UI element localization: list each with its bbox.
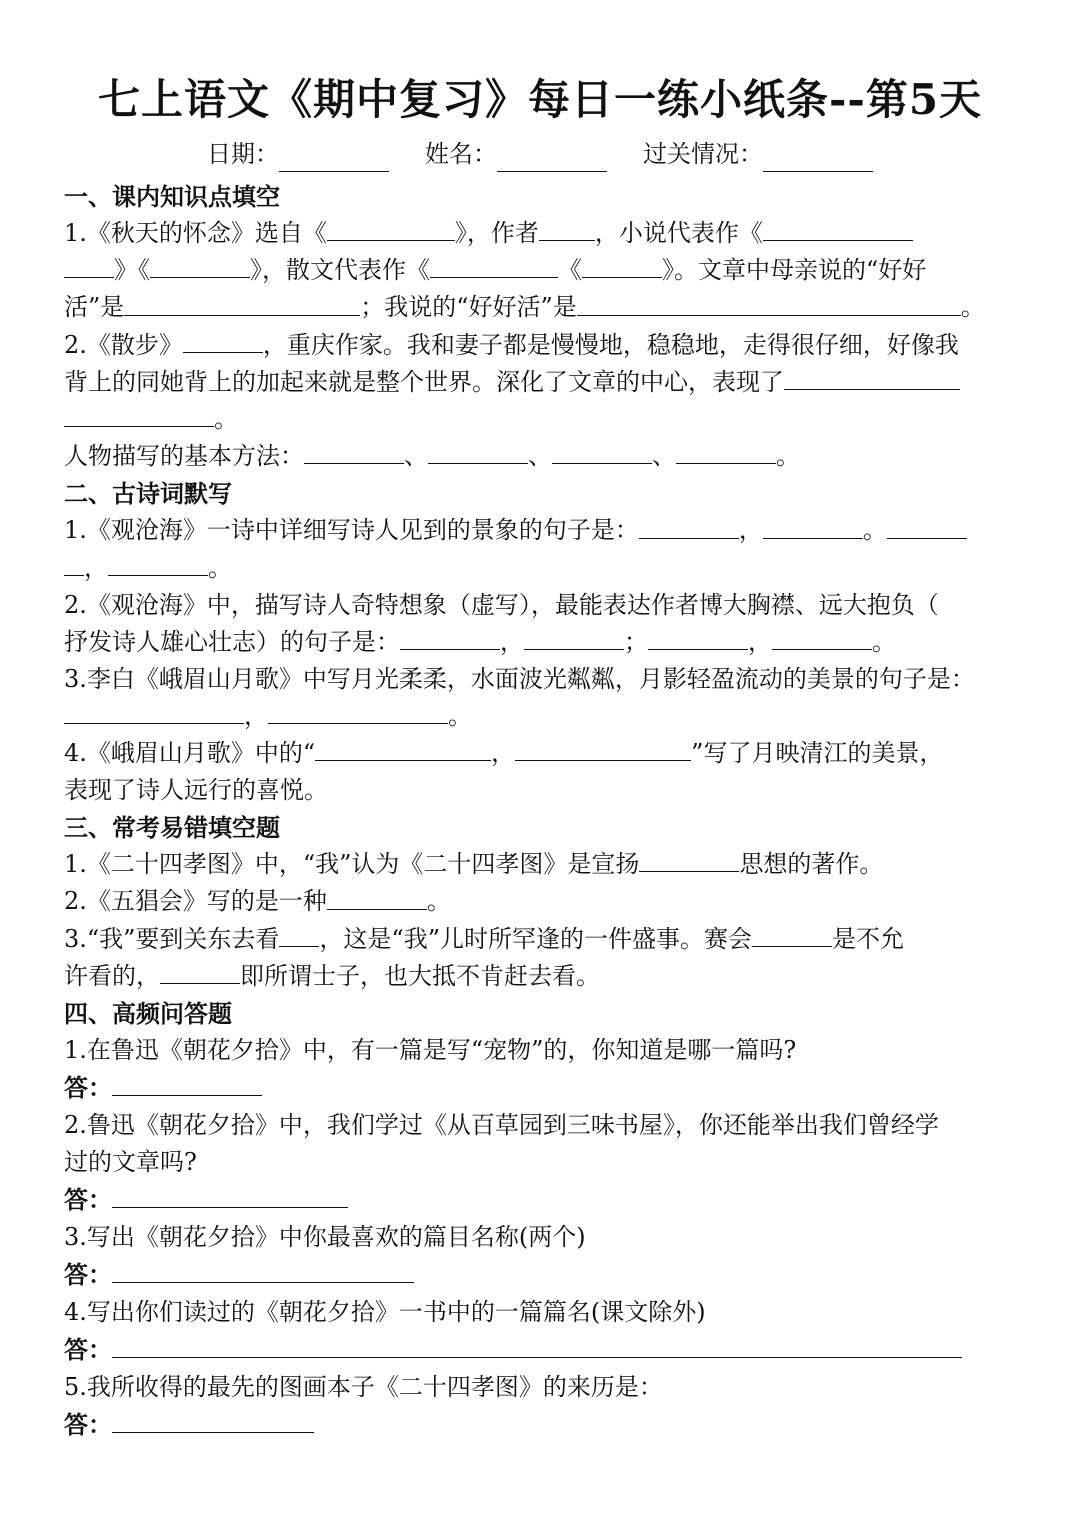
text: ， — [500, 627, 524, 656]
s1-line-4 — [64, 327, 1016, 364]
fill-blank[interactable] — [582, 252, 662, 278]
date-label: 日期： — [207, 140, 279, 168]
fill-blank[interactable] — [400, 624, 500, 650]
date-field — [207, 136, 389, 172]
answer-blank[interactable] — [112, 1407, 314, 1433]
fill-blank[interactable] — [887, 512, 967, 538]
text: 》。文章中母亲说的“好好 — [662, 256, 927, 285]
student-info-row — [64, 136, 1016, 172]
fill-blank[interactable] — [772, 624, 872, 650]
text: 思想的著作。 — [739, 850, 884, 879]
fill-blank[interactable] — [268, 698, 448, 724]
s1-line-2 — [64, 252, 1016, 289]
s2-line-7 — [64, 735, 1016, 772]
text: 2.《散步》 — [64, 330, 183, 359]
fill-blank[interactable] — [524, 624, 624, 650]
answer-label: 答： — [64, 1335, 112, 1364]
text: 》《 — [114, 256, 150, 285]
s2-line-1 — [64, 512, 1016, 549]
fill-blank[interactable] — [428, 438, 528, 464]
text: ，这是“我”儿时所罕逢的一件盛事。赛会 — [319, 924, 752, 953]
s1-line-3 — [64, 289, 1016, 326]
fill-blank[interactable] — [639, 846, 739, 872]
fill-blank[interactable] — [315, 735, 491, 761]
fill-blank[interactable] — [763, 215, 913, 241]
question-5: 5.我所收得的最先的图画本子《二十四孝图》的来历是： — [64, 1373, 663, 1401]
text: ，小说代表作《 — [594, 219, 763, 248]
text: 》，作者 — [454, 219, 539, 248]
fill-blank[interactable] — [752, 921, 832, 947]
text: 》，散文代表作《 — [250, 256, 430, 285]
name-blank[interactable] — [497, 146, 607, 172]
text: 4.《峨眉山月歌》中的“ — [64, 739, 316, 768]
s1-line-5 — [64, 364, 1016, 401]
s2-line-6 — [64, 698, 1016, 735]
text: 抒发诗人雄心壮志）的句子是： — [64, 627, 400, 656]
text: ； — [624, 627, 648, 656]
answer-label: 答： — [64, 1185, 112, 1214]
section-4-heading: 四、高频问答题 — [64, 999, 232, 1028]
status-label: 过关情况： — [643, 140, 763, 168]
question-4: 4.写出你们读过的《朝花夕拾》一书中的一篇篇名(课文除外) — [64, 1298, 706, 1326]
fill-blank[interactable] — [763, 512, 863, 538]
fill-blank[interactable] — [108, 550, 208, 576]
text: 3.李白《峨眉山月歌》中写月光柔柔，水面波光粼粼，月影轻盈流动的美景的句子是： — [64, 664, 975, 693]
text: 。 — [862, 516, 887, 545]
fill-blank[interactable] — [515, 735, 691, 761]
text: 、 — [652, 442, 676, 471]
fill-blank[interactable] — [150, 252, 250, 278]
s1-line-7 — [64, 438, 1016, 475]
fill-blank[interactable] — [648, 624, 748, 650]
text: 3.“我”要到关东去看 — [64, 924, 280, 953]
s2-line-2 — [64, 550, 1016, 587]
question-1: 1.在鲁迅《朝花夕拾》中，有一篇是写“宠物”的，你知道是哪一篇吗? — [64, 1036, 797, 1064]
s3-line-4 — [64, 958, 1016, 995]
fill-blank[interactable] — [430, 252, 558, 278]
answer-3 — [64, 1256, 1016, 1294]
fill-blank[interactable] — [124, 289, 360, 315]
text: 。 — [208, 553, 232, 582]
text: ，重庆作家。我和妻子都是慢慢地，稳稳地，走得很仔细，好像我 — [262, 330, 959, 359]
section-2-heading: 二、古诗词默写 — [64, 479, 232, 509]
text: 2.《观沧海》中，描写诗人奇特想象（虚写），最能表达作者博大胸襟、远大抱负（ — [64, 590, 939, 619]
fill-blank[interactable] — [327, 883, 427, 909]
answer-blank[interactable] — [112, 1182, 348, 1208]
text: ， — [84, 553, 108, 582]
text: ， — [738, 516, 763, 545]
text: 。 — [214, 405, 238, 434]
text: ”写了月映清江的美景， — [691, 739, 944, 768]
s2-line-4 — [64, 624, 1016, 661]
fill-blank[interactable] — [676, 438, 776, 464]
answer-blank[interactable] — [112, 1257, 414, 1283]
s3-line-1 — [64, 846, 1016, 883]
text: 。 — [426, 887, 451, 916]
fill-blank[interactable] — [327, 215, 455, 241]
answer-blank[interactable] — [112, 1070, 262, 1096]
answer-blank[interactable] — [112, 1332, 962, 1358]
answer-label: 答： — [64, 1260, 112, 1289]
text: ， — [491, 739, 516, 768]
text: 人物描写的基本方法： — [64, 442, 304, 471]
s3-line-2 — [64, 883, 1016, 920]
text: 即所谓士子，也大抵不肯赶去看。 — [240, 962, 600, 990]
text: 。 — [448, 702, 472, 731]
fill-blank[interactable] — [577, 289, 961, 315]
question-2-line-1: 2.鲁迅《朝花夕拾》中，我们学过《从百草园到三味书屋》，你还能举出我们曾经学 — [64, 1111, 939, 1139]
fill-blank[interactable] — [539, 215, 595, 241]
status-field — [643, 136, 873, 172]
text: 1.《观沧海》一诗中详细写诗人见到的景象的句子是： — [64, 516, 639, 545]
text: 1.《二十四孝图》中，“我”认为《二十四孝图》是宣扬 — [64, 850, 640, 879]
answer-2 — [64, 1181, 1016, 1219]
date-blank[interactable] — [279, 146, 389, 172]
answer-1 — [64, 1069, 1016, 1107]
text: 2.《五猖会》写的是一种 — [64, 887, 327, 916]
section-3-heading: 三、常考易错填空题 — [64, 813, 280, 843]
answer-5 — [64, 1406, 1016, 1444]
text: ；我说的“好好活”是 — [360, 293, 577, 322]
fill-blank[interactable] — [64, 252, 114, 278]
s1-line-6 — [64, 401, 1016, 438]
answer-4 — [64, 1331, 1016, 1369]
s2-line-8 — [64, 772, 1016, 809]
text: 、 — [404, 442, 428, 471]
s3-line-3 — [64, 921, 1016, 958]
fill-blank[interactable] — [64, 698, 244, 724]
text: 。 — [960, 293, 985, 322]
text: 表现了诗人远行的喜悦。 — [64, 776, 328, 805]
text: ， — [244, 702, 268, 731]
fill-blank[interactable] — [639, 512, 739, 538]
question-3: 3.写出《朝花夕拾》中你最喜欢的篇目名称(两个) — [64, 1223, 586, 1251]
fill-blank[interactable] — [160, 958, 240, 984]
name-field — [425, 136, 607, 172]
text: ， — [748, 627, 772, 656]
text: 。 — [776, 442, 800, 471]
text: 1.《秋天的怀念》选自《 — [64, 219, 327, 248]
answer-label: 答： — [64, 1073, 112, 1102]
fill-blank[interactable] — [64, 401, 214, 427]
question-2-line-2: 过的文章吗? — [64, 1148, 197, 1176]
s2-line-3 — [64, 587, 1016, 624]
text: 是不允 — [831, 924, 904, 953]
text: 背上的同她背上的加起来就是整个世界。深化了文章的中心，表现了 — [64, 367, 784, 396]
fill-blank[interactable] — [279, 921, 319, 947]
text: 许看的， — [64, 962, 160, 990]
text: 、 — [528, 442, 552, 471]
section-1-heading: 一、课内知识点填空 — [64, 182, 280, 211]
answer-label: 答： — [64, 1410, 112, 1439]
fill-blank[interactable] — [304, 438, 404, 464]
text: 。 — [872, 627, 896, 656]
s2-line-5 — [64, 661, 1016, 698]
name-label: 姓名： — [425, 140, 497, 168]
s1-line-1 — [64, 215, 1016, 252]
fill-blank[interactable] — [64, 550, 84, 576]
page-title: 七上语文《期中复习》每日一练小纸条--第5天 — [97, 75, 983, 124]
text: 《 — [558, 256, 582, 285]
fill-blank[interactable] — [183, 327, 263, 353]
fill-blank[interactable] — [784, 364, 960, 390]
status-blank[interactable] — [763, 146, 873, 172]
fill-blank[interactable] — [552, 438, 652, 464]
text: 活”是 — [64, 293, 125, 322]
